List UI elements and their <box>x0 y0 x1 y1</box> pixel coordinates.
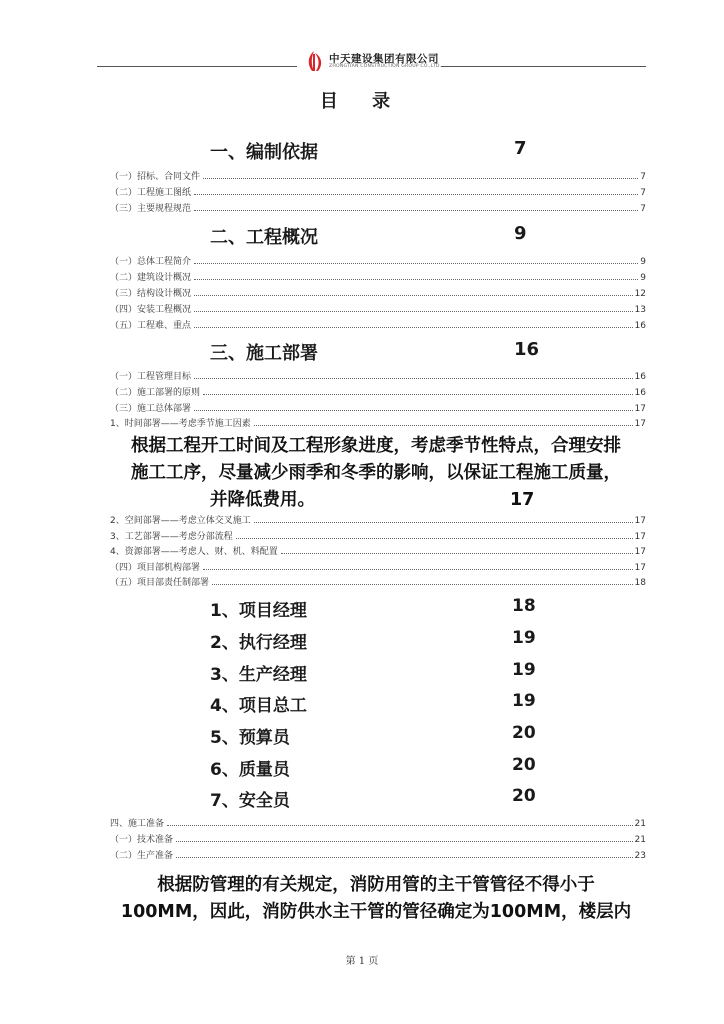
toc-entry-page: 16 <box>634 321 646 331</box>
toc-entry[interactable] <box>110 166 646 182</box>
toc-entry-page: 13 <box>634 305 646 315</box>
toc-role-page: 19 <box>512 660 536 680</box>
toc-leader <box>236 538 633 539</box>
toc-role-page: 19 <box>512 628 536 648</box>
toc-heading-page: 7 <box>514 138 527 159</box>
page-number: 第 1 页 <box>345 956 379 967</box>
toc-entry-text: （二）生产准备 <box>110 851 174 861</box>
toc-entry[interactable] <box>110 315 646 331</box>
toc-entry-text: （一）招标、合同文件 <box>110 172 201 182</box>
toc-leader <box>194 378 633 379</box>
toc-leader <box>203 394 633 395</box>
para-line: 100MM，因此，消防供水主干管的管径确定为100MM，楼层内 <box>120 902 632 922</box>
toc-role-page: 20 <box>512 723 536 743</box>
toc-leader <box>176 841 633 842</box>
toc-entry-text: （二）建筑设计概况 <box>110 273 192 283</box>
toc-entry[interactable] <box>110 541 646 557</box>
toc-entry-page: 17 <box>634 419 646 429</box>
toc-entry-page: 17 <box>634 547 646 557</box>
toc-role-entry[interactable] <box>210 755 536 780</box>
toc-leader <box>194 327 633 328</box>
toc-entry-text: 3、工艺部署——考虑分部流程 <box>110 532 233 542</box>
toc-role-entry[interactable] <box>210 723 536 748</box>
toc-heading-text: 二、工程概况 <box>210 227 318 248</box>
toc-entry[interactable] <box>110 382 646 398</box>
toc-role-page: 18 <box>512 596 536 616</box>
toc-leader <box>167 825 633 826</box>
toc-role-page: 20 <box>512 755 536 775</box>
toc-entry-page: 7 <box>640 204 646 214</box>
toc-heading-page: 16 <box>514 339 540 360</box>
toc-role-entry[interactable] <box>210 596 536 621</box>
toc-role-text: 1、项目经理 <box>210 601 307 621</box>
toc-entry-page: 21 <box>634 819 646 829</box>
toc-heading-2[interactable] <box>210 223 527 249</box>
toc-leader <box>194 210 638 211</box>
toc-entry[interactable] <box>110 267 646 283</box>
toc-role-text: 2、执行经理 <box>210 633 307 653</box>
toc-entry-text: （三）主要规程规范 <box>110 204 192 214</box>
toc-long-heading[interactable] <box>96 433 656 514</box>
toc-leader <box>203 569 633 570</box>
toc-leader <box>254 522 633 523</box>
toc-role-text: 3、生产经理 <box>210 665 307 685</box>
toc-heading-1[interactable] <box>210 138 527 164</box>
toc-entry[interactable] <box>110 413 646 429</box>
toc-entry-page: 9 <box>640 273 646 283</box>
toc-leader <box>254 425 633 426</box>
toc-entry-page: 12 <box>634 289 646 299</box>
toc-entry-text: （五）工程难、重点 <box>110 321 192 331</box>
toc-entry-text: （四）安装工程概况 <box>110 305 192 315</box>
para-line: 并降低费用。 <box>210 490 315 510</box>
company-logo <box>303 50 443 76</box>
toc-entry-page: 16 <box>634 388 646 398</box>
toc-long-paragraph[interactable] <box>96 872 656 926</box>
toc-heading-text: 一、编制依据 <box>210 142 318 163</box>
toc-entry-text: （一）工程管理目标 <box>110 372 192 382</box>
toc-entry-page: 17 <box>634 404 646 414</box>
toc-heading-page: 17 <box>510 490 535 510</box>
toc-entry[interactable] <box>110 299 646 315</box>
toc-entry-text: （一）总体工程简介 <box>110 257 192 267</box>
toc-entry-text: （三）结构设计概况 <box>110 289 192 299</box>
toc-entry-page: 7 <box>640 188 646 198</box>
toc-entry-text: 1、时间部署——考虑季节施工因素 <box>110 419 251 429</box>
toc-entry[interactable] <box>110 182 646 198</box>
toc-entry[interactable] <box>110 198 646 214</box>
toc-entry[interactable] <box>110 283 646 299</box>
toc-entry-text: （三）施工总体部署 <box>110 404 192 414</box>
toc-role-text: 4、项目总工 <box>210 696 307 716</box>
toc-role-page: 19 <box>512 691 536 711</box>
toc-entry[interactable] <box>110 813 646 829</box>
toc-entry[interactable] <box>110 572 646 588</box>
toc-role-text: 7、安全员 <box>210 791 290 811</box>
header-rule-right <box>441 66 646 67</box>
toc-entry[interactable] <box>110 366 646 382</box>
toc-leader <box>194 410 633 411</box>
toc-leader <box>194 311 633 312</box>
toc-entry-text: （四）项目部机构部署 <box>110 563 201 573</box>
toc-heading-page: 9 <box>514 223 527 244</box>
toc-role-entry[interactable] <box>210 628 536 653</box>
toc-role-text: 5、预算员 <box>210 728 290 748</box>
company-logo-icon <box>303 50 325 72</box>
toc-entry-text: （五）项目部责任制部署 <box>110 578 210 588</box>
toc-entry-text: （二）施工部署的原则 <box>110 388 201 398</box>
para-line: 根据工程开工时间及工程形象进度，考虑季节性特点，合理安排 <box>131 436 621 456</box>
toc-leader <box>194 263 638 264</box>
toc-leader <box>281 553 633 554</box>
toc-leader <box>194 279 638 280</box>
toc-heading-3[interactable] <box>210 339 540 365</box>
toc-entry-page: 17 <box>634 516 646 526</box>
company-name: 中天建设集团有限公司 <box>329 53 439 65</box>
para-line: 施工工序，尽量减少雨季和冬季的影响，以保证工程施工质量， <box>131 463 621 483</box>
toc-entry-text: （二）工程施工图纸 <box>110 188 192 198</box>
company-name-en: ZHONGTIAN CONSTRUCTION GROUP CO.,LTD. <box>329 64 442 69</box>
toc-leader <box>203 178 638 179</box>
toc-entry[interactable] <box>110 557 646 573</box>
toc-entry[interactable] <box>110 526 646 542</box>
toc-entry-text: 2、空间部署——考虑立体交叉施工 <box>110 516 251 526</box>
toc-entry-page: 7 <box>640 172 646 182</box>
toc-entry-page: 9 <box>640 257 646 267</box>
toc-entry-text: 四、施工准备 <box>110 819 165 829</box>
toc-entry[interactable] <box>110 845 646 861</box>
toc-leader <box>212 584 633 585</box>
toc-entry[interactable] <box>110 398 646 414</box>
toc-entry-page: 23 <box>634 851 646 861</box>
toc-entry[interactable] <box>110 829 646 845</box>
header-rule-left <box>97 66 297 67</box>
toc-entry-page: 16 <box>634 372 646 382</box>
toc-entry-page: 17 <box>634 563 646 573</box>
para-line: 根据防管理的有关规定，消防用管的主干管管径不得小于 <box>157 875 595 895</box>
toc-entry-page: 18 <box>634 578 646 588</box>
toc-role-entry[interactable] <box>210 660 536 685</box>
toc-entry-page: 17 <box>634 532 646 542</box>
toc-role-page: 20 <box>512 786 536 806</box>
page-title: 目 录 <box>319 91 405 112</box>
toc-entry-text: （一）技术准备 <box>110 835 174 845</box>
toc-entry-page: 21 <box>634 835 646 845</box>
toc-entry[interactable] <box>110 510 646 526</box>
toc-role-entry[interactable] <box>210 786 536 811</box>
toc-role-entry[interactable] <box>210 691 536 716</box>
toc-entry[interactable] <box>110 251 646 267</box>
toc-role-text: 6、质量员 <box>210 760 290 780</box>
toc-entry-text: 4、资源部署——考虑人、财、机、料配置 <box>110 547 278 557</box>
toc-heading-text: 三、施工部署 <box>210 343 318 364</box>
toc-leader <box>194 194 638 195</box>
toc-leader <box>194 295 633 296</box>
toc-leader <box>176 857 633 858</box>
